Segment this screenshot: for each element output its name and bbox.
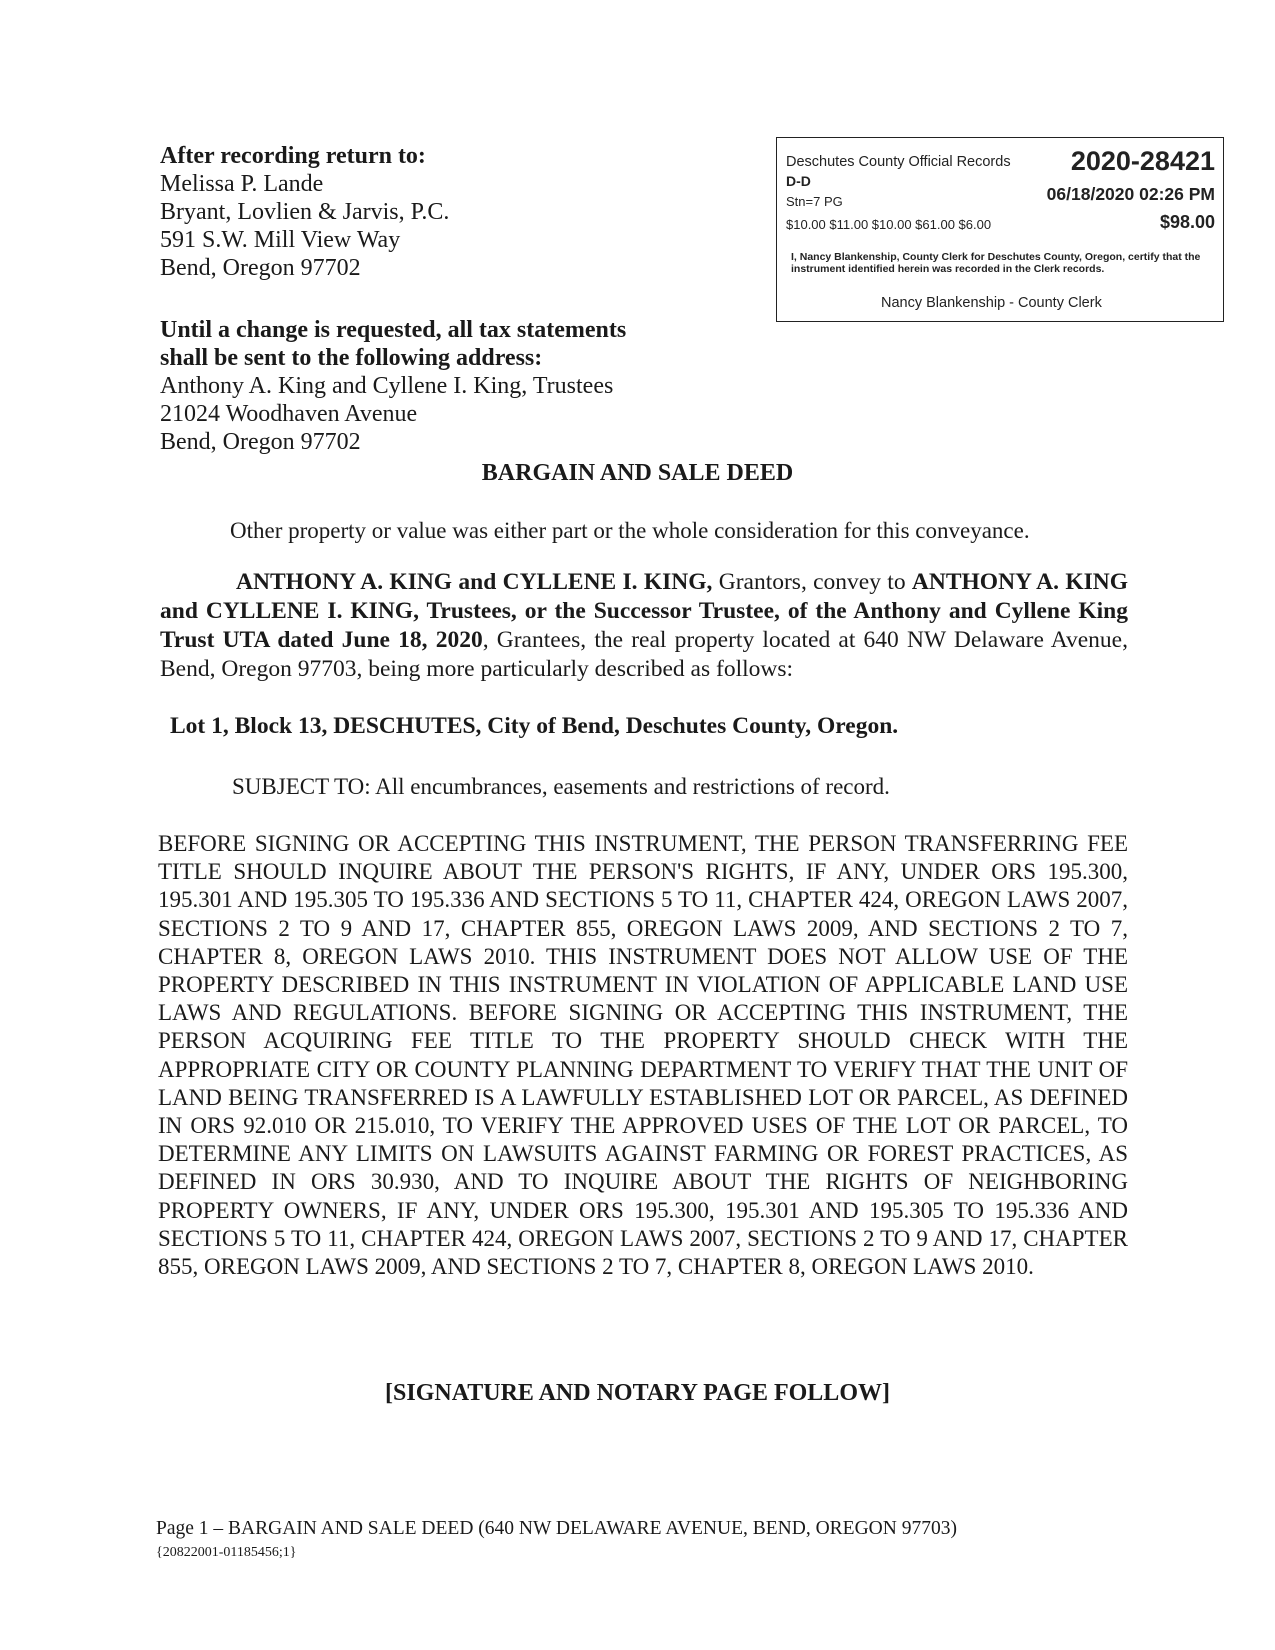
return-line: 591 S.W. Mill View Way xyxy=(160,227,401,253)
tax-line: 21024 Woodhaven Avenue xyxy=(160,401,418,427)
legal-description: Lot 1, Block 13, DESCHUTES, City of Bend, Deschutes County, Oregon. xyxy=(170,713,899,739)
station: Stn=7 PG xyxy=(786,194,843,209)
return-line: Bryant, Lovlien & Jarvis, P.C. xyxy=(160,199,450,225)
document-code: {20822001-01185456;1} xyxy=(156,1545,297,1560)
signature-page-notice: [SIGNATURE AND NOTARY PAGE FOLLOW] xyxy=(385,1380,890,1406)
tax-line: Bend, Oregon 97702 xyxy=(160,429,361,455)
fee-total: $98.00 xyxy=(1159,212,1215,232)
grant-text: Grantors, convey to xyxy=(712,569,912,595)
deed-title: BARGAIN AND SALE DEED xyxy=(481,460,794,486)
doc-type: D-D xyxy=(786,173,811,189)
record-number: 2020-28421 xyxy=(1070,146,1215,176)
return-address-block xyxy=(160,142,449,282)
county-records-label: Deschutes County Official Records xyxy=(786,154,1011,170)
fee-breakdown: $10.00 $11.00 $10.00 $61.00 $6.00 xyxy=(786,217,992,232)
page-footer: Page 1 – BARGAIN AND SALE DEED (640 NW DELAWARE AVENUE, BEND, OREGON 97703) xyxy=(156,1518,957,1539)
tax-heading: shall be sent to the following address: xyxy=(160,345,543,371)
clerk-certification: I, Nancy Blankenship, County Clerk for Deschutes County, Oregon, certify that the instrument identified herein was recorded in the Clerk records. xyxy=(791,251,1201,275)
tax-statement-block xyxy=(160,316,626,456)
tax-line: Anthony A. King and Cyllene I. King, Trustees xyxy=(160,373,614,399)
grantees-names: ANTHONY A. KING and CYLLENE I. KING, Trustees, or the Successor Trustee, of the Anthony and Cyllene King Trust UTA dated June 18, 2020 xyxy=(160,569,1128,653)
grantors-names: ANTHONY A. KING and CYLLENE I. KING, xyxy=(236,569,713,595)
grant-paragraph xyxy=(160,568,1128,684)
statutory-warning: BEFORE SIGNING OR ACCEPTING THIS INSTRUMENT, THE PERSON TRANSFERRING FEE TITLE SHOULD INQUIRE ABOUT THE PERSON'S RIGHTS, IF ANY, UNDER ORS 195.300, 195.301 AND 195.305 TO 195.336 AND SECTIONS 5 TO 11, CHAPTER 424, OREGON LAWS 2007, SECTIONS 2 TO 9 AND 17, CHAPTER 855, OREGON LAWS 2009, AND SECTIONS 2 TO 7, CHAPTER 8, OREGON LAWS 2010. THIS INSTRUMENT DOES NOT ALLOW USE OF THE PROPERTY DESCRIBED IN THIS INSTRUMENT IN VIOLATION OF APPLICABLE LAND USE LAWS AND REGULATIONS. BEFORE SIGNING OR ACCEPTING THIS INSTRUMENT, THE PERSON ACQUIRING FEE TITLE TO THE PROPERTY SHOULD CHECK WITH THE APPROPRIATE CITY OR COUNTY PLANNING DEPARTMENT TO VERIFY THAT THE UNIT OF LAND BEING TRANSFERRED IS A LAWFULLY ESTABLISHED LOT OR PARCEL, AS DEFINED IN ORS 92.010 OR 215.010, TO VERIFY THE APPROVED USES OF THE LOT OR PARCEL, TO DETERMINE ANY LIMITS ON LAWSUITS AGAINST FARMING OR FOREST PRACTICES, AS DEFINED IN ORS 30.930, AND TO INQUIRE ABOUT THE RIGHTS OF NEIGHBORING PROPERTY OWNERS, IF ANY, UNDER ORS 195.300, 195.301 AND 195.305 TO 195.336 AND SECTIONS 5 TO 11, CHAPTER 424, OREGON LAWS 2007, SECTIONS 2 TO 9 AND 17, CHAPTER 855, OREGON LAWS 2009, AND SECTIONS 2 TO 7, CHAPTER 8, OREGON LAWS 2010. xyxy=(158,831,1128,1280)
return-heading: After recording return to: xyxy=(160,143,426,169)
return-line: Melissa P. Lande xyxy=(160,171,324,197)
return-line: Bend, Oregon 97702 xyxy=(160,255,361,281)
subject-to-clause: SUBJECT TO: All encumbrances, easements and restrictions of record. xyxy=(232,774,890,799)
county-clerk-name: Nancy Blankenship - County Clerk xyxy=(881,295,1102,311)
consideration-statement: Other property or value was either part or the whole consideration for this conveyance. xyxy=(230,518,1030,543)
record-date-time: 06/18/2020 02:26 PM xyxy=(1046,184,1215,204)
recording-stamp-box xyxy=(776,137,1224,322)
grant-text: , Grantees, the real property located at 640 NW Delaware Avenue, Bend, Oregon 97703, being more particularly described as follows: xyxy=(160,627,1128,682)
tax-heading: Until a change is requested, all tax statements xyxy=(160,317,627,343)
